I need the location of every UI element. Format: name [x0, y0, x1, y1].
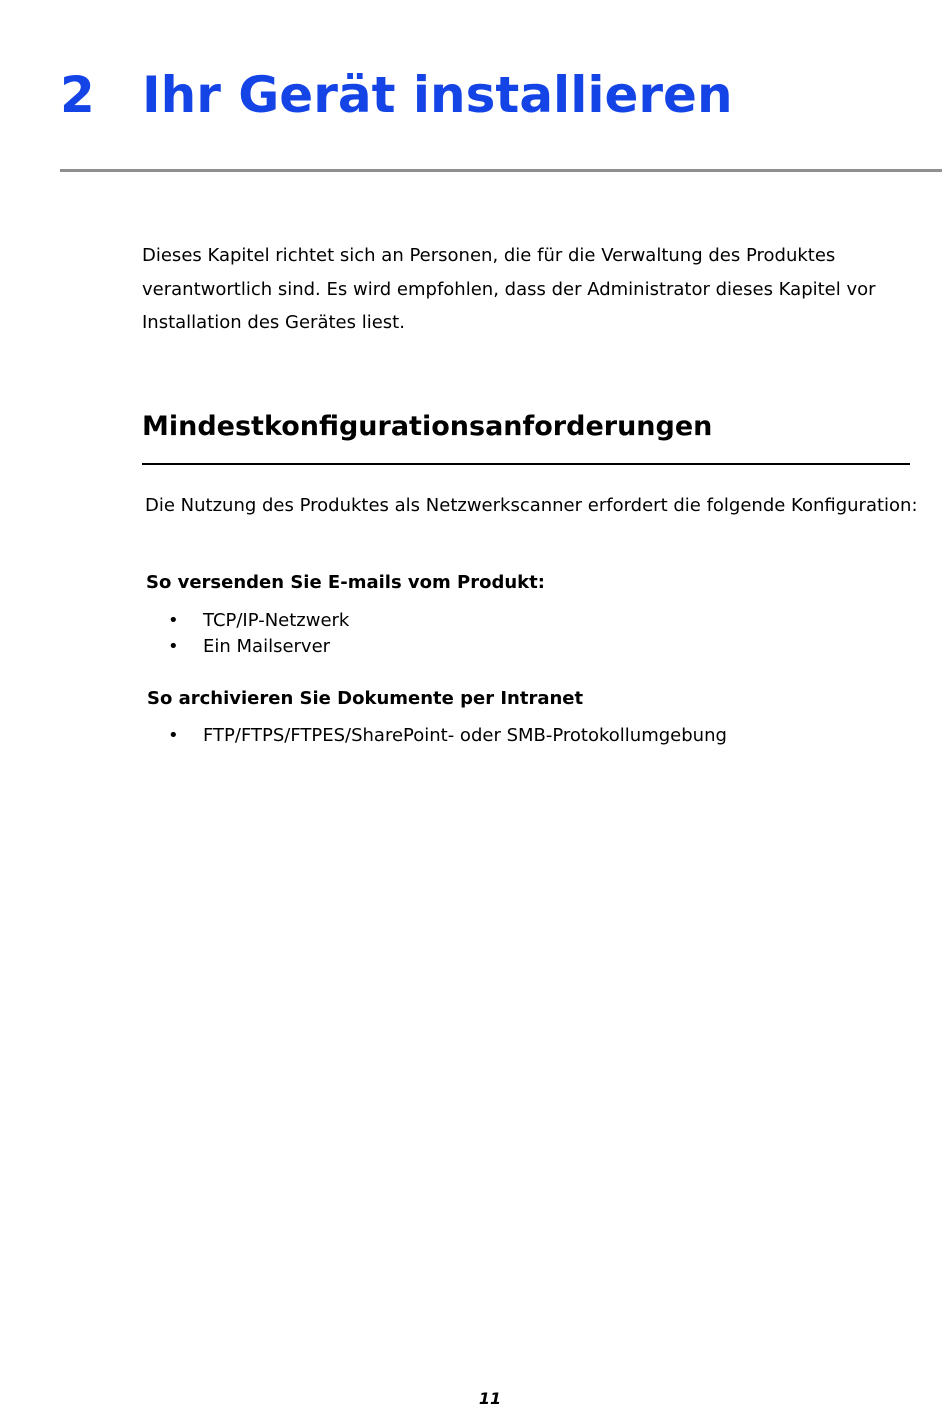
list-item-text: TCP/IP-Netzwerk — [203, 610, 350, 631]
archive-requirements-heading: So archivieren Sie Dokumente per Intranet — [147, 688, 584, 709]
chapter-divider — [60, 169, 942, 172]
list-item-text: FTP/FTPS/FTPES/SharePoint- oder SMB-Protokollumgebung — [203, 725, 727, 746]
email-requirements-heading: So versenden Sie E-mails vom Produkt: — [146, 572, 545, 593]
chapter-title — [60, 62, 733, 128]
chapter-number: 2 — [60, 66, 95, 124]
section-heading: Mindestkonfigurationsanforderungen — [142, 411, 713, 442]
intro-paragraph: Dieses Kapitel richtet sich an Personen, die für die Verwaltung des Produktes verantwortlich sind. Es wird empfohlen, dass der Administrator dieses Kapitel vor Installation des Gerätes liest. — [142, 245, 876, 333]
requirements-paragraph: Die Nutzung des Produktes als Netzwerkscanner erfordert die folgende Konfiguration: — [145, 495, 918, 516]
list-item-text: Ein Mailserver — [203, 636, 331, 657]
page-number: 11 — [478, 1389, 502, 1408]
bullet-icon: • — [168, 725, 179, 746]
section-divider — [142, 463, 910, 465]
bullet-icon: • — [168, 610, 179, 631]
bullet-icon: • — [168, 636, 179, 657]
chapter-title-text: Ihr Gerät installieren — [142, 66, 733, 124]
